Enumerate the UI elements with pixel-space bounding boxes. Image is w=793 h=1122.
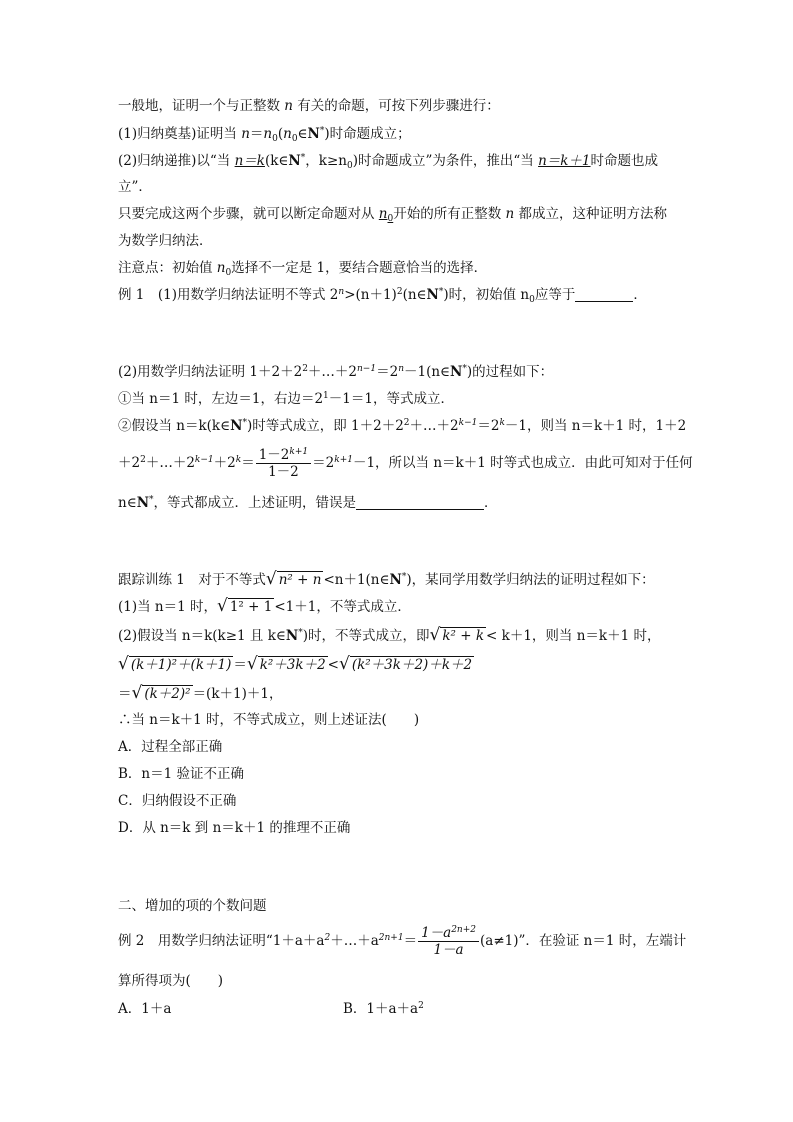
intro-note: 注意点：初始值 $n_0$选择不一定是 1，要结合题意恰当的选择． (118, 260, 488, 278)
answer-blank[interactable] (356, 495, 484, 510)
option-d[interactable]: D．从 n＝k 到 n＝k＋1 的推理不正确 (118, 820, 351, 836)
training1-derivation: √ (k＋1)²＋(k＋1) ＝√ k²＋3k＋2 <√ (k²＋3k＋2)＋k＋2 (118, 654, 473, 674)
sqrt-expr: √ (k＋1)²＋(k＋1) (118, 654, 232, 674)
geometric-fraction: $\frac{1-a^{2n+2}}{1-a}$ (418, 925, 479, 958)
example1-case2-end: n∈N*，等式都成立．上述证明，错误是 ． (118, 495, 498, 511)
option-a[interactable]: A．过程全部正确 (118, 739, 223, 755)
example1-case2-fraction-line: $+2^2+\dots+2^{k-1}+2^k=$ $\frac{1-2^{k+1}}{1-2}$ $=2^{k+1}-1$，所以当 n＝k＋1 时等式也成立．由此可知对于任何 (118, 447, 693, 480)
example1-part2: (2)用数学归纳法证明 $1+2+2^2+\dots+2^{n-1}=2^n-1(n\in N^*)$的过程如下： (118, 364, 554, 380)
training1-question: ∴当 n＝k＋1 时，不等式成立，则上述证法( ) (118, 712, 420, 728)
option-b[interactable]: B．$1+a+a^2$ (343, 1001, 424, 1017)
option-b[interactable]: B．n＝1 验证不正确 (118, 766, 244, 782)
intro-step2-cont: 立”． (118, 179, 152, 195)
example1-part1: 例 1 (1)用数学归纳法证明不等式 $2^n>(n+1)^2(n\in N^*)$时，初始值 $n_0$应等于 ． (118, 287, 647, 305)
example2-question: 算所得项为( ) (118, 973, 224, 989)
option-a[interactable]: A．1＋a (118, 1001, 172, 1017)
training1-derivation-cont: ＝√ (k＋2)² ＝(k＋1)＋1， (118, 683, 283, 703)
sqrt-expr: √ (k＋2)² (131, 683, 191, 703)
sqrt-expr: √ 1² + 1 (217, 596, 273, 616)
example1-case1: ①当 n＝1 时，左边＝1，右边$=2^1-1=1$，等式成立． (118, 391, 454, 407)
intro-conclusion: 只要完成这两个步骤，就可以断定命题对从 $n_0$开始的所有正整数 n 都成立，这种证明方法称 (118, 206, 668, 224)
example2-statement: 例 2 用数学归纳法证明“$1+a+a^2+\dots+a^{2n+1}=$ $\frac{1-a^{2n+2}}{1-a}$ (a≠1)”．在验证 n＝1 时，左端计 (118, 925, 687, 958)
intro-step1: (1)归纳奠基)证明当 $n=n_0(n_0\in N^*)$时命题成立； (118, 126, 411, 144)
sum-fraction: $\frac{1-2^{k+1}}{1-2}$ (256, 447, 311, 480)
answer-blank[interactable] (575, 287, 633, 302)
example1-case2: ②假设当 n＝k(k∈N*)时等式成立，即 $1+2+2^2+\dots+2^{k-1}=2^k-1$，则当 n＝k＋1 时，1＋2 (118, 418, 687, 434)
sqrt-expr: √ n² + n (265, 569, 322, 589)
intro-conclusion-cont: 为数学归纳法． (118, 233, 213, 249)
option-c[interactable]: C．归纳假设不正确 (118, 793, 237, 809)
sqrt-expr: √ (k²＋3k＋2)＋k＋2 (338, 654, 473, 674)
intro-line: 一般地，证明一个与正整数 n 有关的命题，可按下列步骤进行： (118, 98, 500, 114)
sqrt-expr: √ k² + k (429, 625, 485, 645)
training1-step1: (1)当 n＝1 时，√ 1² + 1 <1＋1，不等式成立． (118, 596, 411, 616)
section-heading: 二、增加的项的个数问题 (118, 898, 267, 914)
intro-step2: (2)归纳递推)以“当 n＝k(k∈N*，$k\ge n_0$)时命题成立”为条件，推出“当 n＝k＋1时命题也成 (118, 153, 659, 171)
training1-statement: 跟踪训练 1 对于不等式√ n² + n <n＋1(n∈N*)，某同学用数学归纳法的证明过程如下： (118, 569, 655, 589)
training1-step2: (2)假设当 n＝k(k≥1 且 k∈N*)时，不等式成立，即√ k² + k < k＋1，则当 n＝k＋1 时， (118, 625, 661, 645)
sqrt-expr: √ k²＋3k＋2 (246, 654, 326, 674)
